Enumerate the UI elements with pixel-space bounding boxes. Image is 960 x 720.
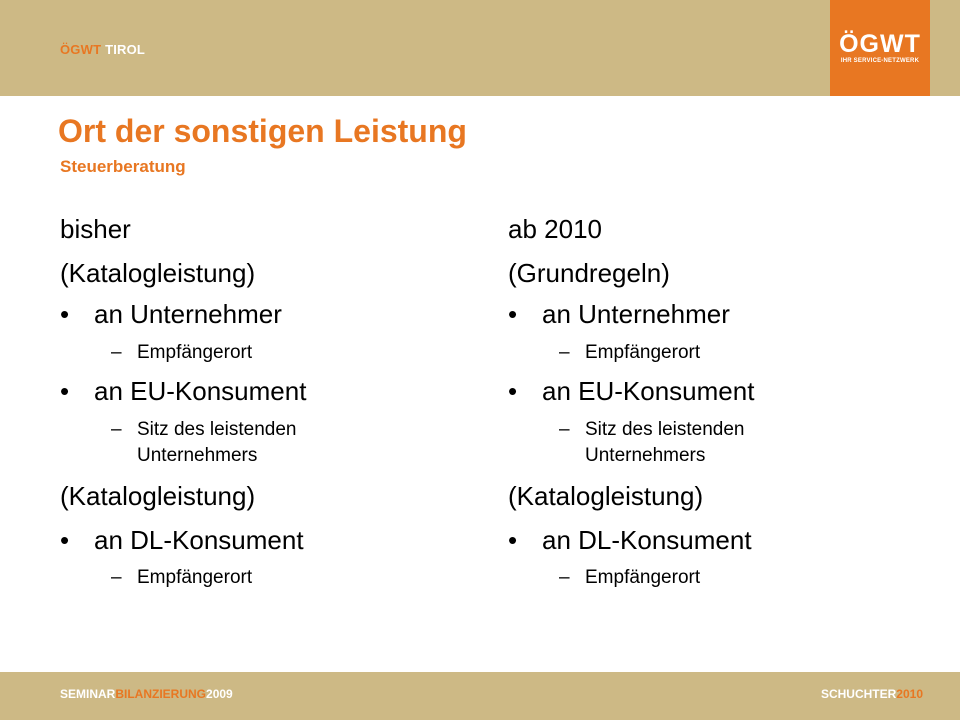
dash-icon: – [111, 419, 122, 440]
slide-subtitle: Steuerberatung [60, 157, 186, 176]
brand-part-oegwt: ÖGWT [60, 42, 102, 57]
brand-part-tirol: TIROL [105, 42, 146, 57]
slide-title: Ort der sonstigen Leistung [58, 113, 467, 149]
footer-author: SCHUCHTER2010 [820, 687, 923, 701]
dash-icon: – [111, 567, 122, 588]
catalog-label: (Katalogleistung) [60, 481, 256, 511]
dash-icon: – [559, 419, 570, 440]
bullet-icon: • [508, 376, 518, 406]
catalog-label: (Katalogleistung) [60, 258, 256, 288]
dash-icon: – [559, 567, 570, 588]
bullet-icon: • [60, 525, 70, 555]
oegwt-logo [830, 0, 930, 96]
brand-label [60, 42, 145, 57]
column-heading: ab 2010 [508, 214, 602, 244]
column-heading: bisher [60, 214, 131, 244]
logo-wordmark: ÖGWT [839, 30, 921, 58]
footer-seminar: SEMINARBILANZIERUNG2009 [60, 687, 233, 701]
bullet-icon: • [508, 525, 518, 555]
logo-tagline: IHR SERVICE-NETZWERK [840, 58, 920, 64]
dash-icon: – [559, 342, 570, 363]
bullet-icon: • [60, 299, 70, 329]
bullet-icon: • [60, 376, 70, 406]
dash-icon: – [111, 342, 122, 363]
catalog-label: (Grundregeln) [508, 258, 670, 288]
bullet-icon: • [508, 299, 518, 329]
catalog-label: (Katalogleistung) [508, 481, 704, 511]
